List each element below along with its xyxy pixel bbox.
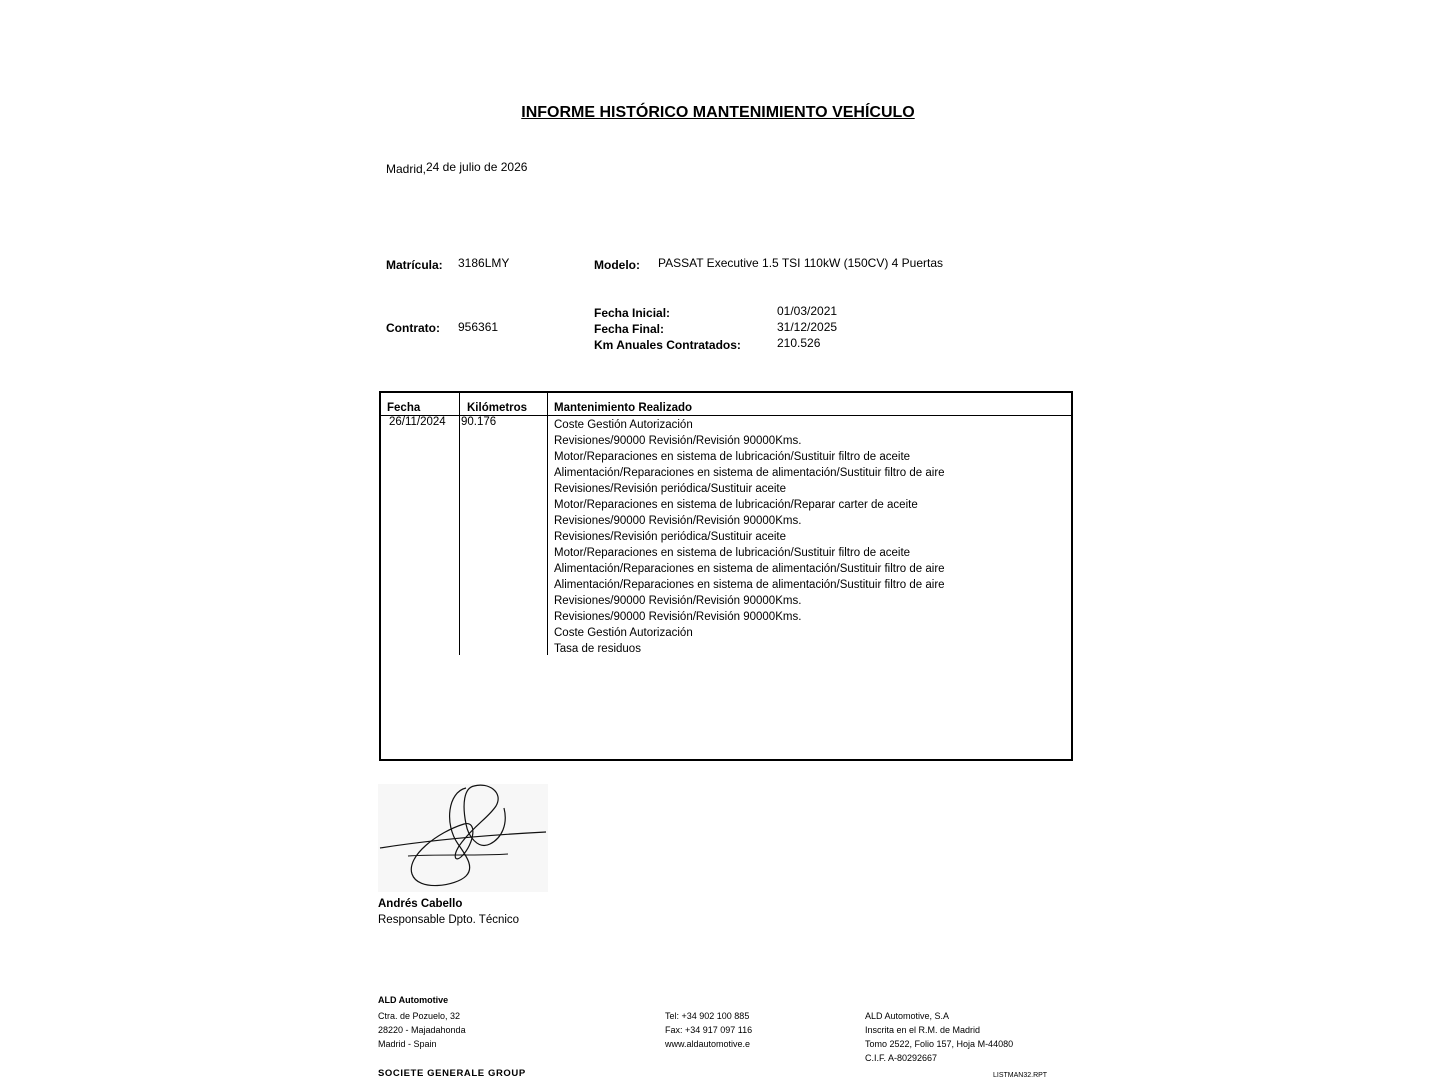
fecha-inicial-value: 01/03/2021 bbox=[777, 304, 838, 318]
km-label: Km Anuales Contratados: bbox=[594, 338, 741, 352]
maintenance-table bbox=[379, 391, 1073, 761]
modelo-label: Modelo: bbox=[594, 258, 640, 272]
legal-line: Tomo 2522, Folio 157, Hoja M-44080 bbox=[865, 1039, 1014, 1049]
row-fecha: 26/11/2024 bbox=[389, 416, 446, 428]
task-list bbox=[554, 417, 945, 657]
signatory-role: Responsable Dpto. Técnico bbox=[378, 914, 520, 926]
km-value: 210.526 bbox=[777, 336, 821, 350]
contrato-value: 956361 bbox=[458, 320, 499, 334]
footer-address bbox=[378, 1009, 466, 1051]
contact-tel: Tel: +34 902 100 885 bbox=[665, 1011, 750, 1021]
group-logo-text: SOCIETE GENERALE GROUP bbox=[378, 1068, 526, 1079]
footer-company: ALD Automotive bbox=[378, 995, 449, 1005]
task-item: Motor/Reparaciones en sistema de lubricación/Reparar carter de aceite bbox=[554, 499, 918, 511]
task-item: Motor/Reparaciones en sistema de lubricación/Sustituir filtro de aceite bbox=[554, 547, 911, 559]
address-line: Madrid - Spain bbox=[378, 1039, 437, 1049]
contact-web: www.aldautomotive.e bbox=[665, 1039, 751, 1049]
task-item: Revisiones/Revisión periódica/Sustituir aceite bbox=[554, 483, 787, 495]
legal-line: Inscrita en el R.M. de Madrid bbox=[865, 1025, 981, 1035]
task-item: Revisiones/90000 Revisión/Revisión 90000Kms. bbox=[554, 515, 802, 527]
contact-fax: Fax: +34 917 097 116 bbox=[665, 1025, 753, 1035]
matricula-label: Matrícula: bbox=[386, 258, 443, 272]
header-mantenimiento: Mantenimiento Realizado bbox=[554, 402, 693, 414]
task-item: Revisiones/90000 Revisión/Revisión 90000Kms. bbox=[554, 435, 802, 447]
address-line: Ctra. de Pozuelo, 32 bbox=[378, 1011, 461, 1021]
report-title: INFORME HISTÓRICO MANTENIMIENTO VEHÍCULO bbox=[521, 104, 915, 121]
address-line: 28220 - Majadahonda bbox=[378, 1025, 466, 1035]
task-item: Revisiones/90000 Revisión/Revisión 90000Kms. bbox=[554, 611, 802, 623]
matricula-value: 3186LMY bbox=[458, 256, 510, 270]
place-label: Madrid, bbox=[386, 162, 427, 176]
legal-line: ALD Automotive, S.A bbox=[865, 1011, 950, 1021]
column-divider-fecha bbox=[459, 393, 460, 655]
report-code: LISTMAN32.RPT bbox=[993, 1072, 1048, 1079]
column-divider-km bbox=[547, 393, 548, 655]
signatory-name: Andrés Cabello bbox=[378, 898, 463, 910]
task-item: Alimentación/Reparaciones en sistema de alimentación/Sustituir filtro de aire bbox=[554, 563, 945, 575]
row-km: 90.176 bbox=[461, 416, 497, 428]
signature-image bbox=[378, 784, 548, 892]
report-date: 24 de julio de 2026 bbox=[426, 160, 528, 174]
footer-legal bbox=[865, 1009, 1013, 1065]
task-item: Motor/Reparaciones en sistema de lubricación/Sustituir filtro de aceite bbox=[554, 451, 911, 463]
footer-contact bbox=[665, 1009, 752, 1051]
fecha-final-label: Fecha Final: bbox=[594, 322, 665, 336]
task-item: Coste Gestión Autorización bbox=[554, 419, 693, 431]
contrato-label: Contrato: bbox=[386, 321, 440, 335]
header-fecha: Fecha bbox=[387, 402, 421, 414]
fecha-inicial-label: Fecha Inicial: bbox=[594, 306, 671, 320]
task-item: Alimentación/Reparaciones en sistema de alimentación/Sustituir filtro de aire bbox=[554, 467, 945, 479]
task-item: Revisiones/Revisión periódica/Sustituir aceite bbox=[554, 531, 787, 543]
legal-line: C.I.F. A-80292667 bbox=[865, 1053, 938, 1063]
task-item: Alimentación/Reparaciones en sistema de alimentación/Sustituir filtro de aire bbox=[554, 579, 945, 591]
task-item: Tasa de residuos bbox=[554, 643, 641, 655]
modelo-value: PASSAT Executive 1.5 TSI 110kW (150CV) 4 Puertas bbox=[658, 256, 944, 270]
task-item: Coste Gestión Autorización bbox=[554, 627, 693, 639]
fecha-final-value: 31/12/2025 bbox=[777, 320, 838, 334]
task-item: Revisiones/90000 Revisión/Revisión 90000Kms. bbox=[554, 595, 802, 607]
header-kilometros: Kilómetros bbox=[467, 402, 528, 414]
